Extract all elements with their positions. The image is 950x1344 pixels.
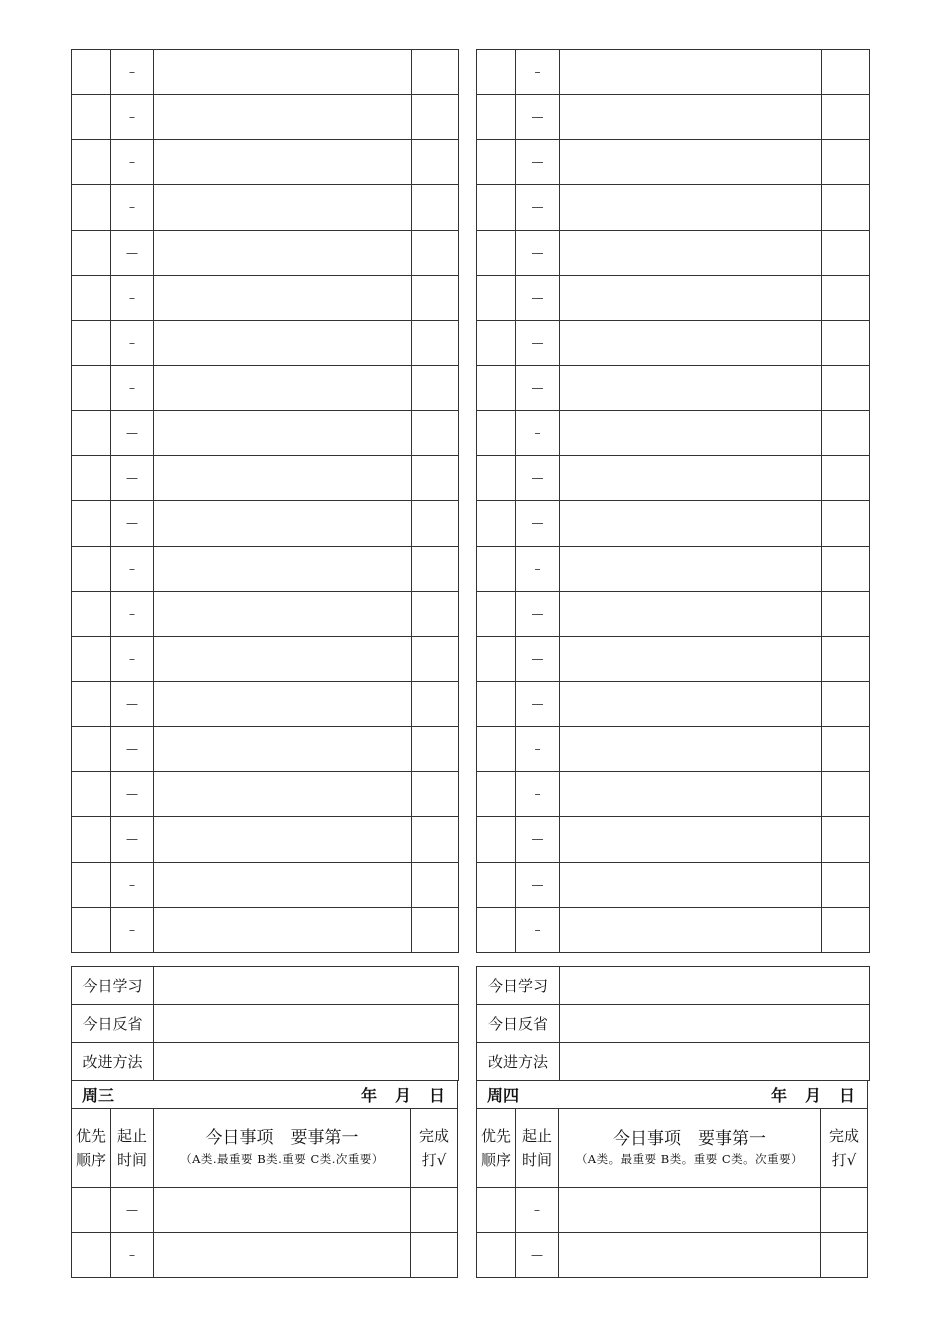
time-dash: — <box>516 681 560 726</box>
task-header-title: 今日事项 要事第一 <box>613 1129 766 1149</box>
priority-cell[interactable] <box>72 681 111 726</box>
task-cell[interactable] <box>560 772 822 817</box>
schedule-row <box>477 772 870 817</box>
today-reflect-field[interactable] <box>560 1005 870 1043</box>
col-header-priority: 优先顺序 <box>72 1109 111 1188</box>
priority-cell[interactable] <box>477 411 516 456</box>
improve-method-label: 改进方法 <box>72 1043 154 1081</box>
task-cell[interactable] <box>154 727 412 772</box>
done-cell[interactable] <box>822 95 870 140</box>
task-cell[interactable] <box>154 275 412 320</box>
time-dash: – <box>516 50 560 95</box>
task-cell[interactable] <box>560 727 822 772</box>
time-dash: – <box>516 727 560 772</box>
task-cell[interactable] <box>154 681 412 726</box>
schedule-row <box>477 456 870 501</box>
schedule-row <box>72 501 459 546</box>
task-cell[interactable] <box>154 636 412 681</box>
priority-cell[interactable] <box>477 772 516 817</box>
time-dash: – <box>111 907 154 952</box>
done-cell[interactable] <box>822 591 870 636</box>
time-dash: — <box>111 456 154 501</box>
schedule-row <box>72 591 459 636</box>
today-reflect-label: 今日反省 <box>72 1005 154 1043</box>
priority-cell[interactable] <box>477 456 516 501</box>
done-cell[interactable] <box>412 862 459 907</box>
done-cell[interactable] <box>822 772 870 817</box>
task-header-title: 今日事项 要事第一 <box>205 1128 359 1148</box>
month-label: 月 <box>804 1086 821 1105</box>
priority-cell[interactable] <box>477 907 516 952</box>
done-cell[interactable] <box>822 546 870 591</box>
priority-cell[interactable] <box>72 365 111 410</box>
day-header-thursday <box>477 1081 868 1109</box>
schedule-row <box>477 862 870 907</box>
task-cell[interactable] <box>154 862 412 907</box>
improve-method-label: 改进方法 <box>477 1043 560 1081</box>
time-dash: — <box>111 772 154 817</box>
schedule-row <box>477 275 870 320</box>
done-cell[interactable] <box>412 772 459 817</box>
priority-cell[interactable] <box>72 591 111 636</box>
priority-cell[interactable] <box>72 862 111 907</box>
time-dash: – <box>516 1188 559 1233</box>
today-study-label: 今日学习 <box>72 967 154 1005</box>
task-cell[interactable] <box>560 681 822 726</box>
done-cell[interactable] <box>822 185 870 230</box>
task-cell[interactable] <box>154 591 412 636</box>
task-cell[interactable] <box>154 1233 411 1278</box>
priority-cell[interactable] <box>477 320 516 365</box>
improve-method-field[interactable] <box>154 1043 459 1081</box>
priority-cell[interactable] <box>72 501 111 546</box>
schedule-row <box>477 365 870 410</box>
col-header-time: 起止时间 <box>111 1109 154 1188</box>
time-dash: — <box>516 456 560 501</box>
schedule-row <box>72 681 459 726</box>
time-dash: — <box>111 501 154 546</box>
time-dash: — <box>111 230 154 275</box>
schedule-row <box>72 817 459 862</box>
time-dash: – <box>111 862 154 907</box>
done-cell[interactable] <box>822 727 870 772</box>
priority-cell[interactable] <box>477 50 516 95</box>
time-dash: – <box>111 95 154 140</box>
priority-cell[interactable] <box>72 50 111 95</box>
priority-cell[interactable] <box>72 817 111 862</box>
task-cell[interactable] <box>154 185 412 230</box>
priority-cell[interactable] <box>72 320 111 365</box>
task-cell[interactable] <box>560 456 822 501</box>
time-dash: — <box>516 185 560 230</box>
done-cell[interactable] <box>822 501 870 546</box>
schedule-row <box>477 320 870 365</box>
done-cell[interactable] <box>822 907 870 952</box>
task-cell[interactable] <box>560 140 822 185</box>
priority-cell[interactable] <box>477 727 516 772</box>
done-cell[interactable] <box>412 95 459 140</box>
done-cell[interactable] <box>412 591 459 636</box>
done-cell[interactable] <box>822 275 870 320</box>
priority-cell[interactable] <box>72 727 111 772</box>
today-study-field[interactable] <box>154 967 459 1005</box>
task-cell[interactable] <box>560 320 822 365</box>
today-study-label: 今日学习 <box>477 967 560 1005</box>
done-cell[interactable] <box>822 681 870 726</box>
year-label: 年 <box>360 1086 377 1105</box>
schedule-row <box>477 681 870 726</box>
task-cell[interactable] <box>154 907 412 952</box>
time-dash: — <box>516 636 560 681</box>
schedule-row <box>72 907 459 952</box>
task-cell[interactable] <box>154 772 412 817</box>
time-dash: — <box>111 1188 154 1233</box>
col-header-priority: 优先顺序 <box>477 1109 516 1188</box>
time-dash: — <box>111 681 154 726</box>
day-table-wednesday <box>71 1080 458 1278</box>
time-dash: — <box>516 230 560 275</box>
task-cell[interactable] <box>154 817 412 862</box>
priority-cell[interactable] <box>477 185 516 230</box>
done-cell[interactable] <box>412 636 459 681</box>
schedule-row <box>72 411 459 456</box>
day-header-wednesday <box>72 1081 458 1109</box>
schedule-row <box>477 50 870 95</box>
task-cell[interactable] <box>154 365 412 410</box>
task-cell[interactable] <box>560 591 822 636</box>
priority-cell[interactable] <box>72 546 111 591</box>
time-dash: – <box>111 185 154 230</box>
priority-cell[interactable] <box>72 772 111 817</box>
priority-cell[interactable] <box>72 456 111 501</box>
done-cell[interactable] <box>412 185 459 230</box>
time-dash: – <box>111 1233 154 1278</box>
col-header-done: 完成打√ <box>411 1109 458 1188</box>
today-study-field[interactable] <box>560 967 870 1005</box>
today-reflect-label: 今日反省 <box>477 1005 560 1043</box>
schedule-row <box>72 365 459 410</box>
priority-cell[interactable] <box>72 230 111 275</box>
task-header-subtitle: （A类.最重要 B类.重要 C类.次重要） <box>180 1152 384 1166</box>
priority-cell[interactable] <box>72 185 111 230</box>
priority-cell[interactable] <box>72 411 111 456</box>
task-cell[interactable] <box>560 636 822 681</box>
priority-cell[interactable] <box>477 681 516 726</box>
schedule-row <box>477 546 870 591</box>
schedule-grid-left <box>71 49 459 953</box>
priority-cell[interactable] <box>477 95 516 140</box>
schedule-row <box>72 546 459 591</box>
done-cell[interactable] <box>822 636 870 681</box>
time-dash: – <box>111 636 154 681</box>
task-cell[interactable] <box>560 862 822 907</box>
priority-cell[interactable] <box>72 140 111 185</box>
task-cell[interactable] <box>560 546 822 591</box>
priority-cell[interactable] <box>72 95 111 140</box>
priority-cell[interactable] <box>477 546 516 591</box>
done-cell[interactable] <box>822 456 870 501</box>
col-header-task <box>559 1109 821 1188</box>
done-cell[interactable] <box>412 546 459 591</box>
schedule-row <box>477 636 870 681</box>
done-cell[interactable] <box>412 907 459 952</box>
task-cell[interactable] <box>154 411 412 456</box>
time-dash: – <box>516 546 560 591</box>
done-cell[interactable] <box>821 1233 868 1278</box>
time-dash: – <box>111 275 154 320</box>
time-dash: – <box>111 140 154 185</box>
time-dash: — <box>516 365 560 410</box>
task-cell[interactable] <box>559 1233 821 1278</box>
month-label: 月 <box>394 1086 411 1105</box>
task-cell[interactable] <box>154 230 412 275</box>
schedule-row <box>72 230 459 275</box>
done-cell[interactable] <box>822 862 870 907</box>
priority-cell[interactable] <box>477 230 516 275</box>
task-cell[interactable] <box>560 411 822 456</box>
time-dash: – <box>111 591 154 636</box>
time-dash: — <box>516 275 560 320</box>
task-cell[interactable] <box>560 275 822 320</box>
day-label: 周四 <box>487 1086 520 1105</box>
schedule-row <box>72 95 459 140</box>
task-cell[interactable] <box>560 817 822 862</box>
task-cell[interactable] <box>560 365 822 410</box>
done-cell[interactable] <box>821 1188 868 1233</box>
priority-cell[interactable] <box>72 907 111 952</box>
time-dash: — <box>516 817 560 862</box>
col-header-task <box>154 1109 411 1188</box>
task-cell[interactable] <box>154 50 412 95</box>
task-cell[interactable] <box>154 1188 411 1233</box>
task-cell[interactable] <box>154 320 412 365</box>
schedule-row <box>477 411 870 456</box>
schedule-row <box>72 727 459 772</box>
time-dash: — <box>111 817 154 862</box>
done-cell[interactable] <box>412 727 459 772</box>
schedule-row <box>477 185 870 230</box>
done-cell[interactable] <box>822 140 870 185</box>
schedule-grid-right <box>476 49 870 953</box>
task-cell[interactable] <box>560 501 822 546</box>
done-cell[interactable] <box>822 50 870 95</box>
col-header-done: 完成打√ <box>821 1109 868 1188</box>
priority-cell[interactable] <box>477 862 516 907</box>
done-cell[interactable] <box>412 456 459 501</box>
schedule-row <box>72 862 459 907</box>
schedule-row <box>477 501 870 546</box>
time-dash: — <box>516 591 560 636</box>
improve-method-field[interactable] <box>560 1043 870 1081</box>
task-cell[interactable] <box>560 95 822 140</box>
done-cell[interactable] <box>412 501 459 546</box>
time-dash: – <box>111 320 154 365</box>
schedule-row <box>477 95 870 140</box>
priority-cell[interactable] <box>477 140 516 185</box>
schedule-row <box>72 185 459 230</box>
time-dash: — <box>516 320 560 365</box>
date-fields <box>753 1083 867 1106</box>
done-cell[interactable] <box>822 411 870 456</box>
summary-table-right <box>476 966 870 1081</box>
time-dash: – <box>516 772 560 817</box>
task-cell[interactable] <box>154 546 412 591</box>
done-cell[interactable] <box>822 320 870 365</box>
schedule-row <box>477 591 870 636</box>
priority-cell[interactable] <box>477 275 516 320</box>
time-dash: – <box>516 907 560 952</box>
done-cell[interactable] <box>412 681 459 726</box>
priority-cell[interactable] <box>477 817 516 862</box>
priority-cell[interactable] <box>477 501 516 546</box>
done-cell[interactable] <box>412 50 459 95</box>
time-dash: – <box>111 365 154 410</box>
schedule-row <box>72 636 459 681</box>
task-cell[interactable] <box>560 185 822 230</box>
time-dash: — <box>516 501 560 546</box>
priority-cell[interactable] <box>72 636 111 681</box>
schedule-row <box>72 140 459 185</box>
time-dash: – <box>516 411 560 456</box>
done-cell[interactable] <box>412 365 459 410</box>
today-reflect-field[interactable] <box>154 1005 459 1043</box>
task-cell[interactable] <box>560 230 822 275</box>
col-header-time: 起止时间 <box>516 1109 559 1188</box>
date-fields <box>343 1083 457 1106</box>
task-cell[interactable] <box>560 907 822 952</box>
done-cell[interactable] <box>412 320 459 365</box>
schedule-row <box>477 817 870 862</box>
done-cell[interactable] <box>411 1233 458 1278</box>
schedule-row <box>477 727 870 772</box>
done-cell[interactable] <box>412 275 459 320</box>
task-header-subtitle: （A类。最重要 B类。重要 C类。次重要） <box>575 1152 804 1166</box>
task-cell[interactable] <box>154 140 412 185</box>
done-cell[interactable] <box>822 817 870 862</box>
task-cell[interactable] <box>154 501 412 546</box>
priority-cell[interactable] <box>477 591 516 636</box>
done-cell[interactable] <box>412 817 459 862</box>
time-dash: — <box>516 862 560 907</box>
schedule-row <box>477 140 870 185</box>
priority-cell[interactable] <box>477 365 516 410</box>
time-dash: — <box>111 411 154 456</box>
day-table-thursday <box>476 1080 868 1278</box>
task-cell[interactable] <box>154 456 412 501</box>
day-of-month-label: 日 <box>428 1086 445 1105</box>
task-cell[interactable] <box>559 1188 821 1233</box>
time-dash: — <box>516 140 560 185</box>
done-cell[interactable] <box>412 140 459 185</box>
day-label: 周三 <box>82 1086 115 1105</box>
day-of-month-label: 日 <box>838 1086 855 1105</box>
done-cell[interactable] <box>412 230 459 275</box>
priority-cell[interactable] <box>72 275 111 320</box>
schedule-row <box>477 907 870 952</box>
schedule-row <box>72 320 459 365</box>
time-dash: — <box>111 727 154 772</box>
schedule-row <box>72 50 459 95</box>
schedule-row <box>72 772 459 817</box>
task-cell[interactable] <box>154 95 412 140</box>
year-label: 年 <box>770 1086 787 1105</box>
summary-table-left <box>71 966 459 1081</box>
schedule-row <box>72 456 459 501</box>
done-cell[interactable] <box>411 1188 458 1233</box>
time-dash: — <box>516 1233 559 1278</box>
done-cell[interactable] <box>412 411 459 456</box>
done-cell[interactable] <box>822 365 870 410</box>
schedule-row <box>477 230 870 275</box>
priority-cell[interactable] <box>477 636 516 681</box>
time-dash: – <box>111 546 154 591</box>
time-dash: – <box>111 50 154 95</box>
done-cell[interactable] <box>822 230 870 275</box>
time-dash: — <box>516 95 560 140</box>
task-cell[interactable] <box>560 50 822 95</box>
schedule-row <box>72 275 459 320</box>
